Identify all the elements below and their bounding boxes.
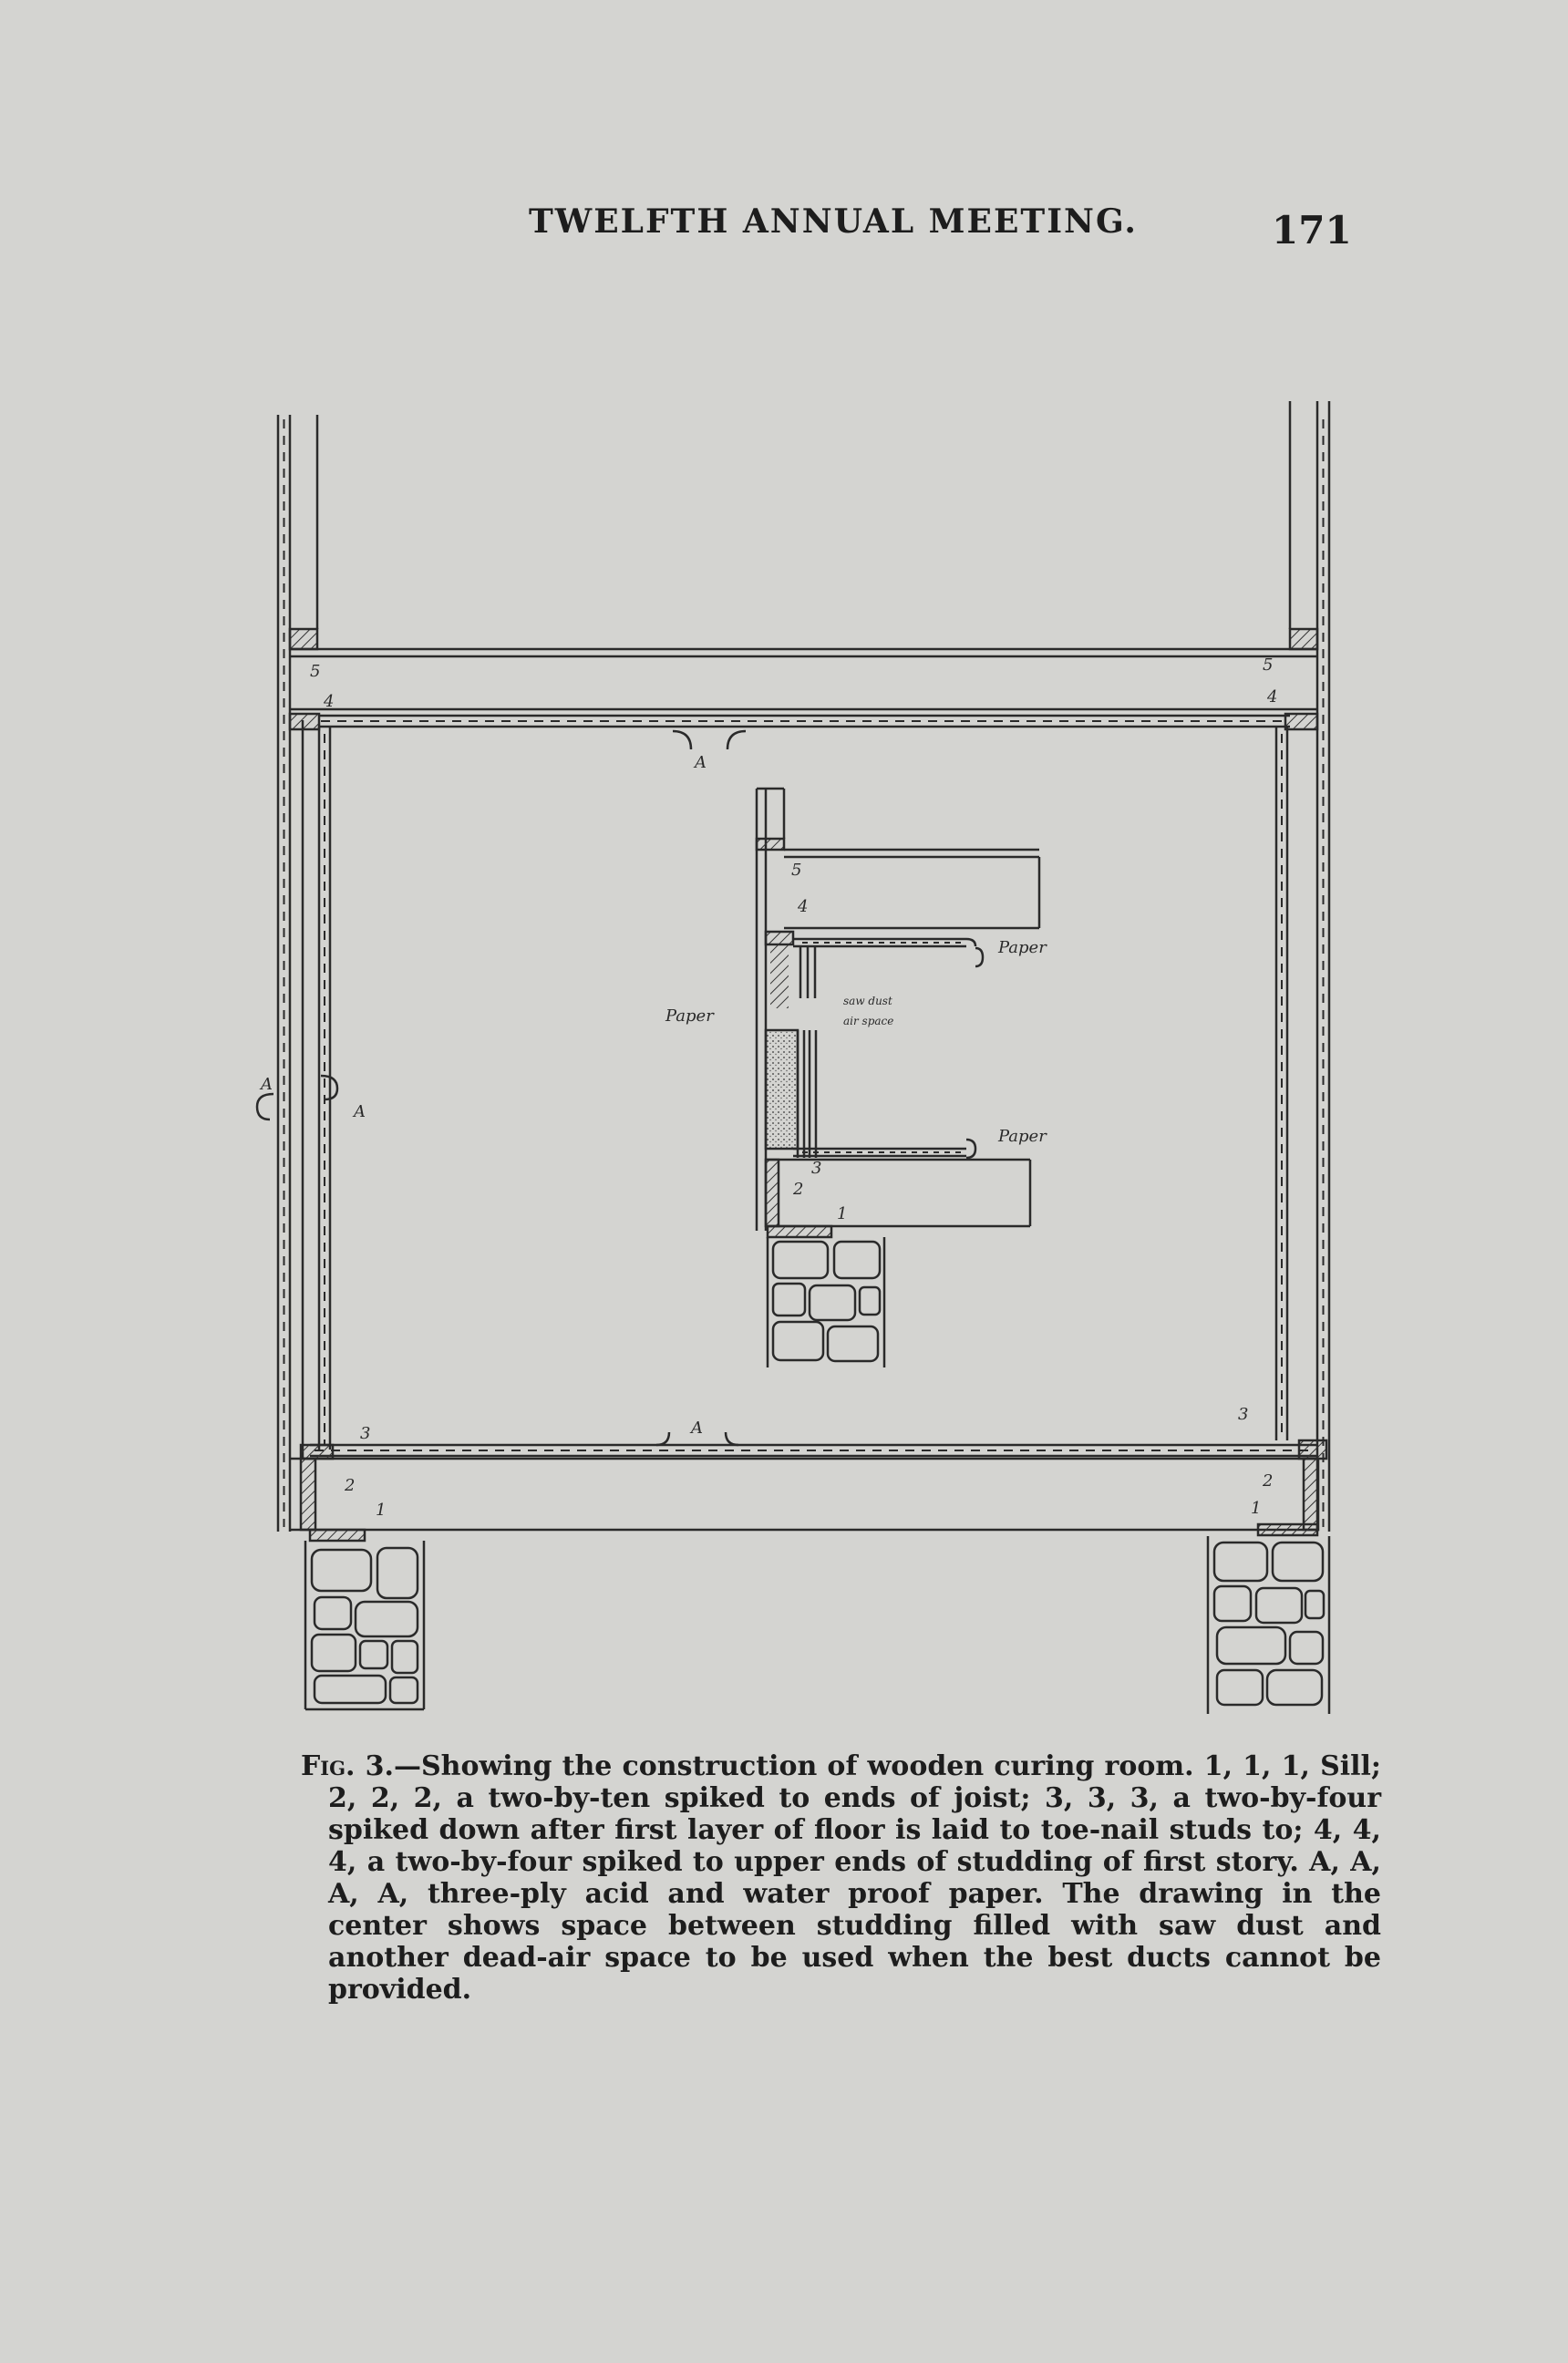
detail-label-saw-dust: saw dust bbox=[843, 995, 892, 1007]
label-a-left-inner: A bbox=[354, 1102, 366, 1121]
detail-label-3: 3 bbox=[811, 1159, 822, 1178]
label-5-left: 5 bbox=[310, 662, 321, 681]
left-stone-foundation bbox=[305, 1541, 424, 1709]
label-2-left: 2 bbox=[345, 1476, 356, 1495]
label-3-right: 3 bbox=[1238, 1405, 1249, 1424]
label-2-right: 2 bbox=[1263, 1471, 1274, 1491]
label-4-right: 4 bbox=[1267, 687, 1278, 707]
label-a-left-outer: A bbox=[261, 1075, 273, 1094]
detail-label-5: 5 bbox=[791, 861, 802, 880]
label-1-left: 1 bbox=[376, 1501, 387, 1520]
upper-joist bbox=[290, 629, 1317, 709]
detail-label-4: 4 bbox=[798, 897, 809, 916]
label-5-right: 5 bbox=[1263, 655, 1274, 675]
left-outer-wall bbox=[278, 415, 317, 1532]
page-number: 171 bbox=[1272, 208, 1352, 253]
floor-lining bbox=[301, 1440, 1326, 1459]
detail-label-paper-top: Paper bbox=[998, 938, 1047, 957]
caption-text: —Showing the construction of wooden curing room. 1, 1, 1, Sill; 2, 2, 2, a two-by-ten spiked to ends of joist; 3, 3, 3, a two-by-four spiked down after first layer of floor is laid to toe-nail studs to; 4, 4, 4, a two-by-four spiked to upper ends of studding of first story. A, A, A, A, three-ply acid and water proof paper. The drawing in the center shows space between studding filled with saw dust and another dead-air space to be used when the best ducts cannot be provided. bbox=[328, 1750, 1382, 2006]
right-outer-wall bbox=[1290, 401, 1329, 1532]
right-stone-foundation bbox=[1208, 1536, 1329, 1714]
label-3-left: 3 bbox=[360, 1424, 371, 1443]
detail-label-paper-left: Paper bbox=[665, 1006, 714, 1026]
detail-label-2: 2 bbox=[793, 1180, 804, 1199]
running-title: TWELFTH ANNUAL MEETING. bbox=[529, 202, 1138, 241]
detail-label-paper-bottom: Paper bbox=[998, 1127, 1047, 1146]
label-1-right: 1 bbox=[1251, 1499, 1262, 1518]
figure-caption bbox=[301, 1750, 1381, 2006]
detail-label-air-space: air space bbox=[843, 1015, 894, 1027]
figure-number: Fig. 3. bbox=[301, 1750, 394, 1782]
label-4-left: 4 bbox=[324, 692, 335, 711]
detail-label-1: 1 bbox=[837, 1204, 848, 1223]
floor-joist bbox=[290, 1459, 1318, 1530]
ceiling-lining bbox=[319, 716, 1290, 727]
label-a-top: A bbox=[695, 753, 707, 772]
label-a-floor: A bbox=[691, 1419, 703, 1438]
